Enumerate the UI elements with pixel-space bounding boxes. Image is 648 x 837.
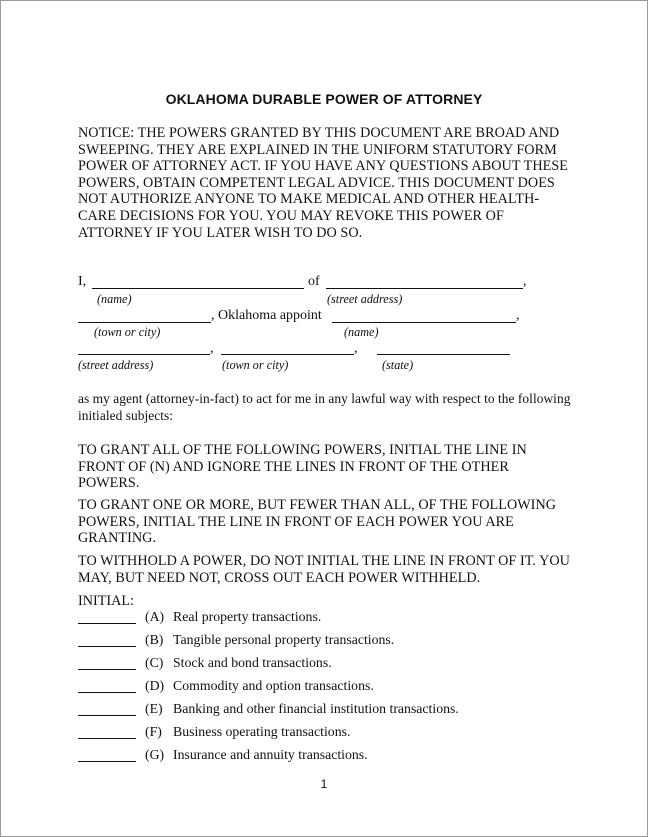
power-letter: (G) xyxy=(145,747,165,762)
caption-principal-street: (street address) xyxy=(327,292,403,306)
principal-row xyxy=(1,274,647,294)
agent-paragraph: as my agent (attorney-in-fact) to act for me in any lawful way with respect to the following initialed subjects: xyxy=(78,391,571,423)
principal-name-line[interactable] xyxy=(92,288,304,289)
power-letter: (A) xyxy=(145,609,165,624)
notice-paragraph: NOTICE: THE POWERS GRANTED BY THIS DOCUMENT ARE BROAD AND SWEEPING. THEY ARE EXPLAINED IN THE UNIFORM STATUTORY FORM POWER OF ATTORNEY ACT. IF YOU HAVE ANY QUESTIONS ABOUT THESE POWERS, OBTAIN COMPETENT LEGAL ADVICE. THIS DOCUMENT DOES NOT AUTHORIZE ANYONE TO MAKE MEDICAL AND OTHER HEALTH-CARE DECISIONS FOR YOU. YOU MAY REVOKE THIS POWER OF ATTORNEY IF YOU LATER WISH TO DO SO. xyxy=(78,125,568,241)
power-letter: (E) xyxy=(145,701,163,716)
power-row xyxy=(78,747,578,765)
instruction-grant-some: TO GRANT ONE OR MORE, BUT FEWER THAN ALL, OF THE FOLLOWING POWERS, INITIAL THE LINE IN FRONT OF EACH POWER YOU ARE GRANTING. xyxy=(78,497,557,547)
principal-town-line[interactable] xyxy=(78,322,211,323)
initial-line[interactable] xyxy=(78,692,136,693)
agent-town-line[interactable] xyxy=(221,354,354,355)
power-text: Stock and bond transactions. xyxy=(173,655,332,670)
i-label: I, xyxy=(78,274,87,289)
power-text: Real property transactions. xyxy=(173,609,322,624)
caption-principal-town: (town or city) xyxy=(94,325,161,339)
power-row xyxy=(78,609,578,627)
caption-agent-name: (name) xyxy=(344,325,379,339)
page-number: 1 xyxy=(320,777,328,791)
comma-2: , xyxy=(516,308,520,323)
document-title: OKLAHOMA DURABLE POWER OF ATTORNEY xyxy=(165,91,483,107)
power-row xyxy=(78,678,578,696)
instruction-grant-all: TO GRANT ALL OF THE FOLLOWING POWERS, INITIAL THE LINE IN FRONT OF (N) AND IGNORE THE LINES IN FRONT OF THE OTHER POWERS. xyxy=(78,442,527,492)
caption-principal-name: (name) xyxy=(97,292,132,306)
power-text: Banking and other financial institution transactions. xyxy=(173,701,459,716)
initial-line[interactable] xyxy=(78,669,136,670)
power-letter: (F) xyxy=(145,724,162,739)
initial-line[interactable] xyxy=(78,715,136,716)
power-text: Commodity and option transactions. xyxy=(173,678,374,693)
power-row xyxy=(78,632,578,650)
caption-agent-town: (town or city) xyxy=(222,358,289,372)
instruction-withhold: TO WITHHOLD A POWER, DO NOT INITIAL THE LINE IN FRONT OF IT. YOU MAY, BUT NEED NOT, CROSS OUT EACH POWER WITHHELD. xyxy=(78,553,570,586)
oklahoma-appoint-label: , Oklahoma appoint xyxy=(211,308,322,323)
power-letter: (B) xyxy=(145,632,164,647)
agent-state-line[interactable] xyxy=(377,354,510,355)
power-row xyxy=(78,724,578,742)
caption-agent-state: (state) xyxy=(382,358,414,372)
initial-label: INITIAL: xyxy=(78,593,134,609)
comma-3: , xyxy=(210,341,214,356)
initial-line[interactable] xyxy=(78,738,136,739)
of-label: of xyxy=(308,274,320,289)
power-row xyxy=(78,701,578,719)
power-row xyxy=(78,655,578,673)
initial-line[interactable] xyxy=(78,623,136,624)
principal-street-line[interactable] xyxy=(326,288,523,289)
comma-1: , xyxy=(523,274,527,289)
agent-name-line[interactable] xyxy=(332,322,516,323)
comma-4: , xyxy=(354,341,358,356)
power-text: Tangible personal property transactions. xyxy=(173,632,395,647)
initial-line[interactable] xyxy=(78,761,136,762)
power-text: Business operating transactions. xyxy=(173,724,351,739)
agent-street-line[interactable] xyxy=(78,354,210,355)
power-letter: (D) xyxy=(145,678,165,693)
initial-line[interactable] xyxy=(78,646,136,647)
power-letter: (C) xyxy=(145,655,164,670)
caption-agent-street: (street address) xyxy=(78,358,154,372)
power-text: Insurance and annuity transactions. xyxy=(173,747,368,762)
